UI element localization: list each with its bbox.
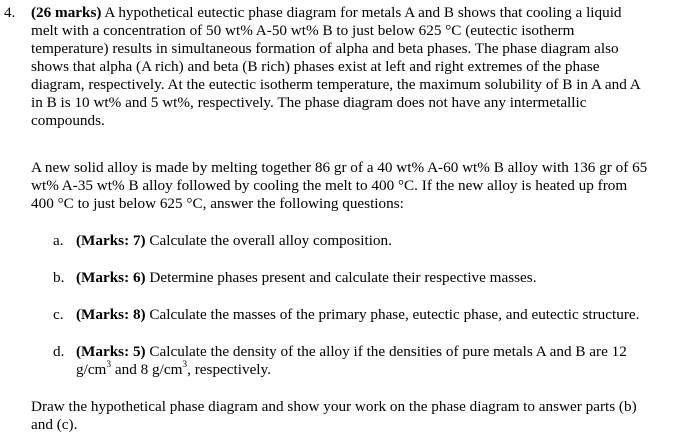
closing-line-2: and (c). [31, 416, 78, 433]
part-d-unit-2: and 8 g/cm [111, 361, 183, 378]
part-b-text: Determine phases present and calculate their respective masses. [145, 269, 537, 286]
part-d-line-1: Calculate the density of the alloy if the densities of pure metals A and B are 12 [145, 343, 627, 360]
part-d-line-2-end: , respectively. [187, 361, 271, 378]
part-c-body [76, 306, 688, 324]
closing-line-1: Draw the hypothetical phase diagram and show your work on the phase diagram to answer parts (b) [31, 398, 637, 415]
intro-line-4: shows that alpha (A rich) and beta (B rich) phases exist at left and right extremes of the phase [31, 58, 600, 75]
part-b-body [76, 269, 688, 287]
setup-line-2: wt% A-35 wt% B alloy followed by cooling the melt to 400 °C. If the new alloy is heated up from [31, 177, 628, 194]
intro-line-6: in B is 10 wt% and 5 wt%, respectively. The phase diagram does not have any intermetallic [31, 94, 587, 111]
part-c-marks: (Marks: 8) [76, 306, 146, 323]
part-d-superscript-1: 3 [106, 359, 112, 370]
intro-line-1: A hypothetical eutectic phase diagram for metals A and B shows that cooling a liquid [101, 4, 622, 21]
intro-line-5: diagram, respectively. At the eutectic isotherm temperature, the maximum solubility of B in A and A [31, 76, 641, 93]
setup-line-1: A new solid alloy is made by melting together 86 gr of a 40 wt% A-60 wt% B alloy with 136 gr of 65 [31, 159, 648, 176]
part-a-body [76, 232, 688, 250]
question-setup-paragraph [31, 159, 691, 213]
part-d-marks: (Marks: 5) [76, 343, 146, 360]
part-a-letter: a. [53, 232, 64, 249]
intro-line-7: compounds. [31, 112, 105, 129]
part-b-marks: (Marks: 6) [76, 269, 146, 286]
part-a-text: Calculate the overall alloy composition. [145, 232, 392, 249]
part-b-letter: b. [53, 269, 65, 286]
question-number: 4. [4, 4, 16, 21]
part-c-letter: c. [53, 306, 64, 323]
part-a-marks: (Marks: 7) [76, 232, 146, 249]
closing-instruction [31, 398, 691, 434]
setup-line-3: 400 °C to just below 625 °C, answer the following questions: [31, 195, 404, 212]
question-intro-paragraph [31, 4, 691, 130]
question-marks: (26 marks) [31, 4, 102, 21]
part-c-text: Calculate the masses of the primary phase, eutectic phase, and eutectic structure. [145, 306, 640, 323]
part-d-superscript-2: 3 [182, 359, 188, 370]
part-d-body [76, 343, 688, 379]
intro-line-3: temperature) results in simultaneous formation of alpha and beta phases. The phase diagram also [31, 40, 619, 57]
intro-line-2: melt with a concentration of 50 wt% A-50 wt% B to just below 625 °C (eutectic isotherm [31, 22, 575, 39]
part-d-unit-1: g/cm [76, 361, 107, 378]
part-d-letter: d. [53, 343, 65, 360]
